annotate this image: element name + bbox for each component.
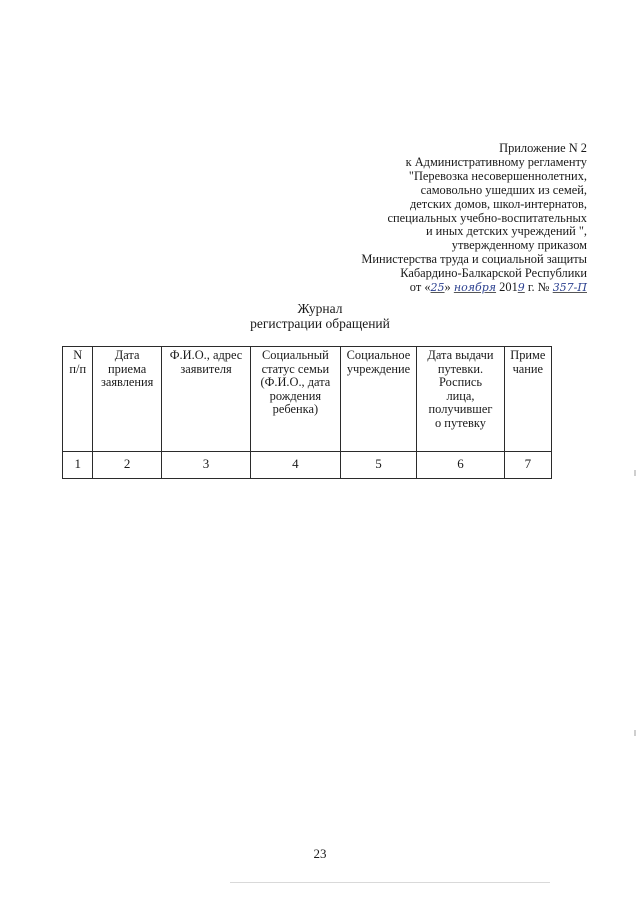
- appendix-line: детских домов, школ-интернатов,: [409, 196, 587, 211]
- handwritten-year-digit: 9: [517, 281, 525, 295]
- appendix-line: и иных детских учреждений ",: [425, 224, 587, 239]
- header-date-received: Дата приема заявления: [93, 347, 161, 452]
- journal-subtitle: регистрации обращений: [250, 315, 390, 331]
- header-note: Приме чание: [504, 347, 551, 452]
- column-number-cell: 3: [161, 452, 250, 479]
- appendix-line: к Административному регламенту: [405, 154, 587, 169]
- scan-artifact-line: [230, 882, 550, 883]
- scan-artifact-dot: [634, 470, 636, 476]
- journal-table: [62, 346, 552, 479]
- table-row: [63, 452, 552, 479]
- appendix-line: утвержденному приказом: [451, 238, 587, 253]
- appendix-block: [287, 142, 587, 295]
- header-institution: Социальное учреждение: [340, 347, 417, 452]
- journal-title: Журнал: [297, 301, 343, 316]
- appendix-line: Министерства труда и социальной защиты: [361, 252, 587, 267]
- column-number-cell: 1: [63, 452, 93, 479]
- table-header-row: [63, 347, 552, 452]
- header-applicant: Ф.И.О., адрес заявителя: [161, 347, 250, 452]
- appendix-line: Кабардино-Балкарской Республики: [400, 266, 587, 281]
- appendix-line: самовольно ушедших из семей,: [420, 182, 587, 197]
- date-year-prefix: 201: [499, 280, 518, 295]
- handwritten-order-number: 357-П: [552, 281, 587, 295]
- date-separator: »: [444, 280, 451, 295]
- scan-artifact-dot: [634, 730, 636, 736]
- header-social-status: Социальный статус семьи (Ф.И.О., дата рождения ребенка): [251, 347, 340, 452]
- handwritten-month: ноября: [453, 281, 497, 295]
- column-number-cell: 2: [93, 452, 161, 479]
- column-number-cell: 7: [504, 452, 551, 479]
- handwritten-day: 25: [430, 281, 445, 295]
- header-voucher-issue: Дата выдачи путевки. Роспись лица, получившег о путевку: [417, 347, 504, 452]
- appendix-line: специальных учебно-воспитательных: [387, 210, 587, 225]
- appendix-title: Приложение N 2: [499, 141, 587, 155]
- date-prefix: от «: [409, 280, 431, 295]
- page-number: 23: [313, 846, 327, 861]
- header-number: N п/п: [63, 347, 93, 452]
- column-number-cell: 4: [251, 452, 340, 479]
- column-number-cell: 5: [340, 452, 417, 479]
- appendix-date-line: [287, 281, 587, 295]
- appendix-line: "Перевозка несовершеннолетних,: [408, 168, 587, 183]
- date-year-suffix: г. №: [524, 280, 550, 295]
- column-number-cell: 6: [417, 452, 504, 479]
- journal-heading: [200, 302, 440, 331]
